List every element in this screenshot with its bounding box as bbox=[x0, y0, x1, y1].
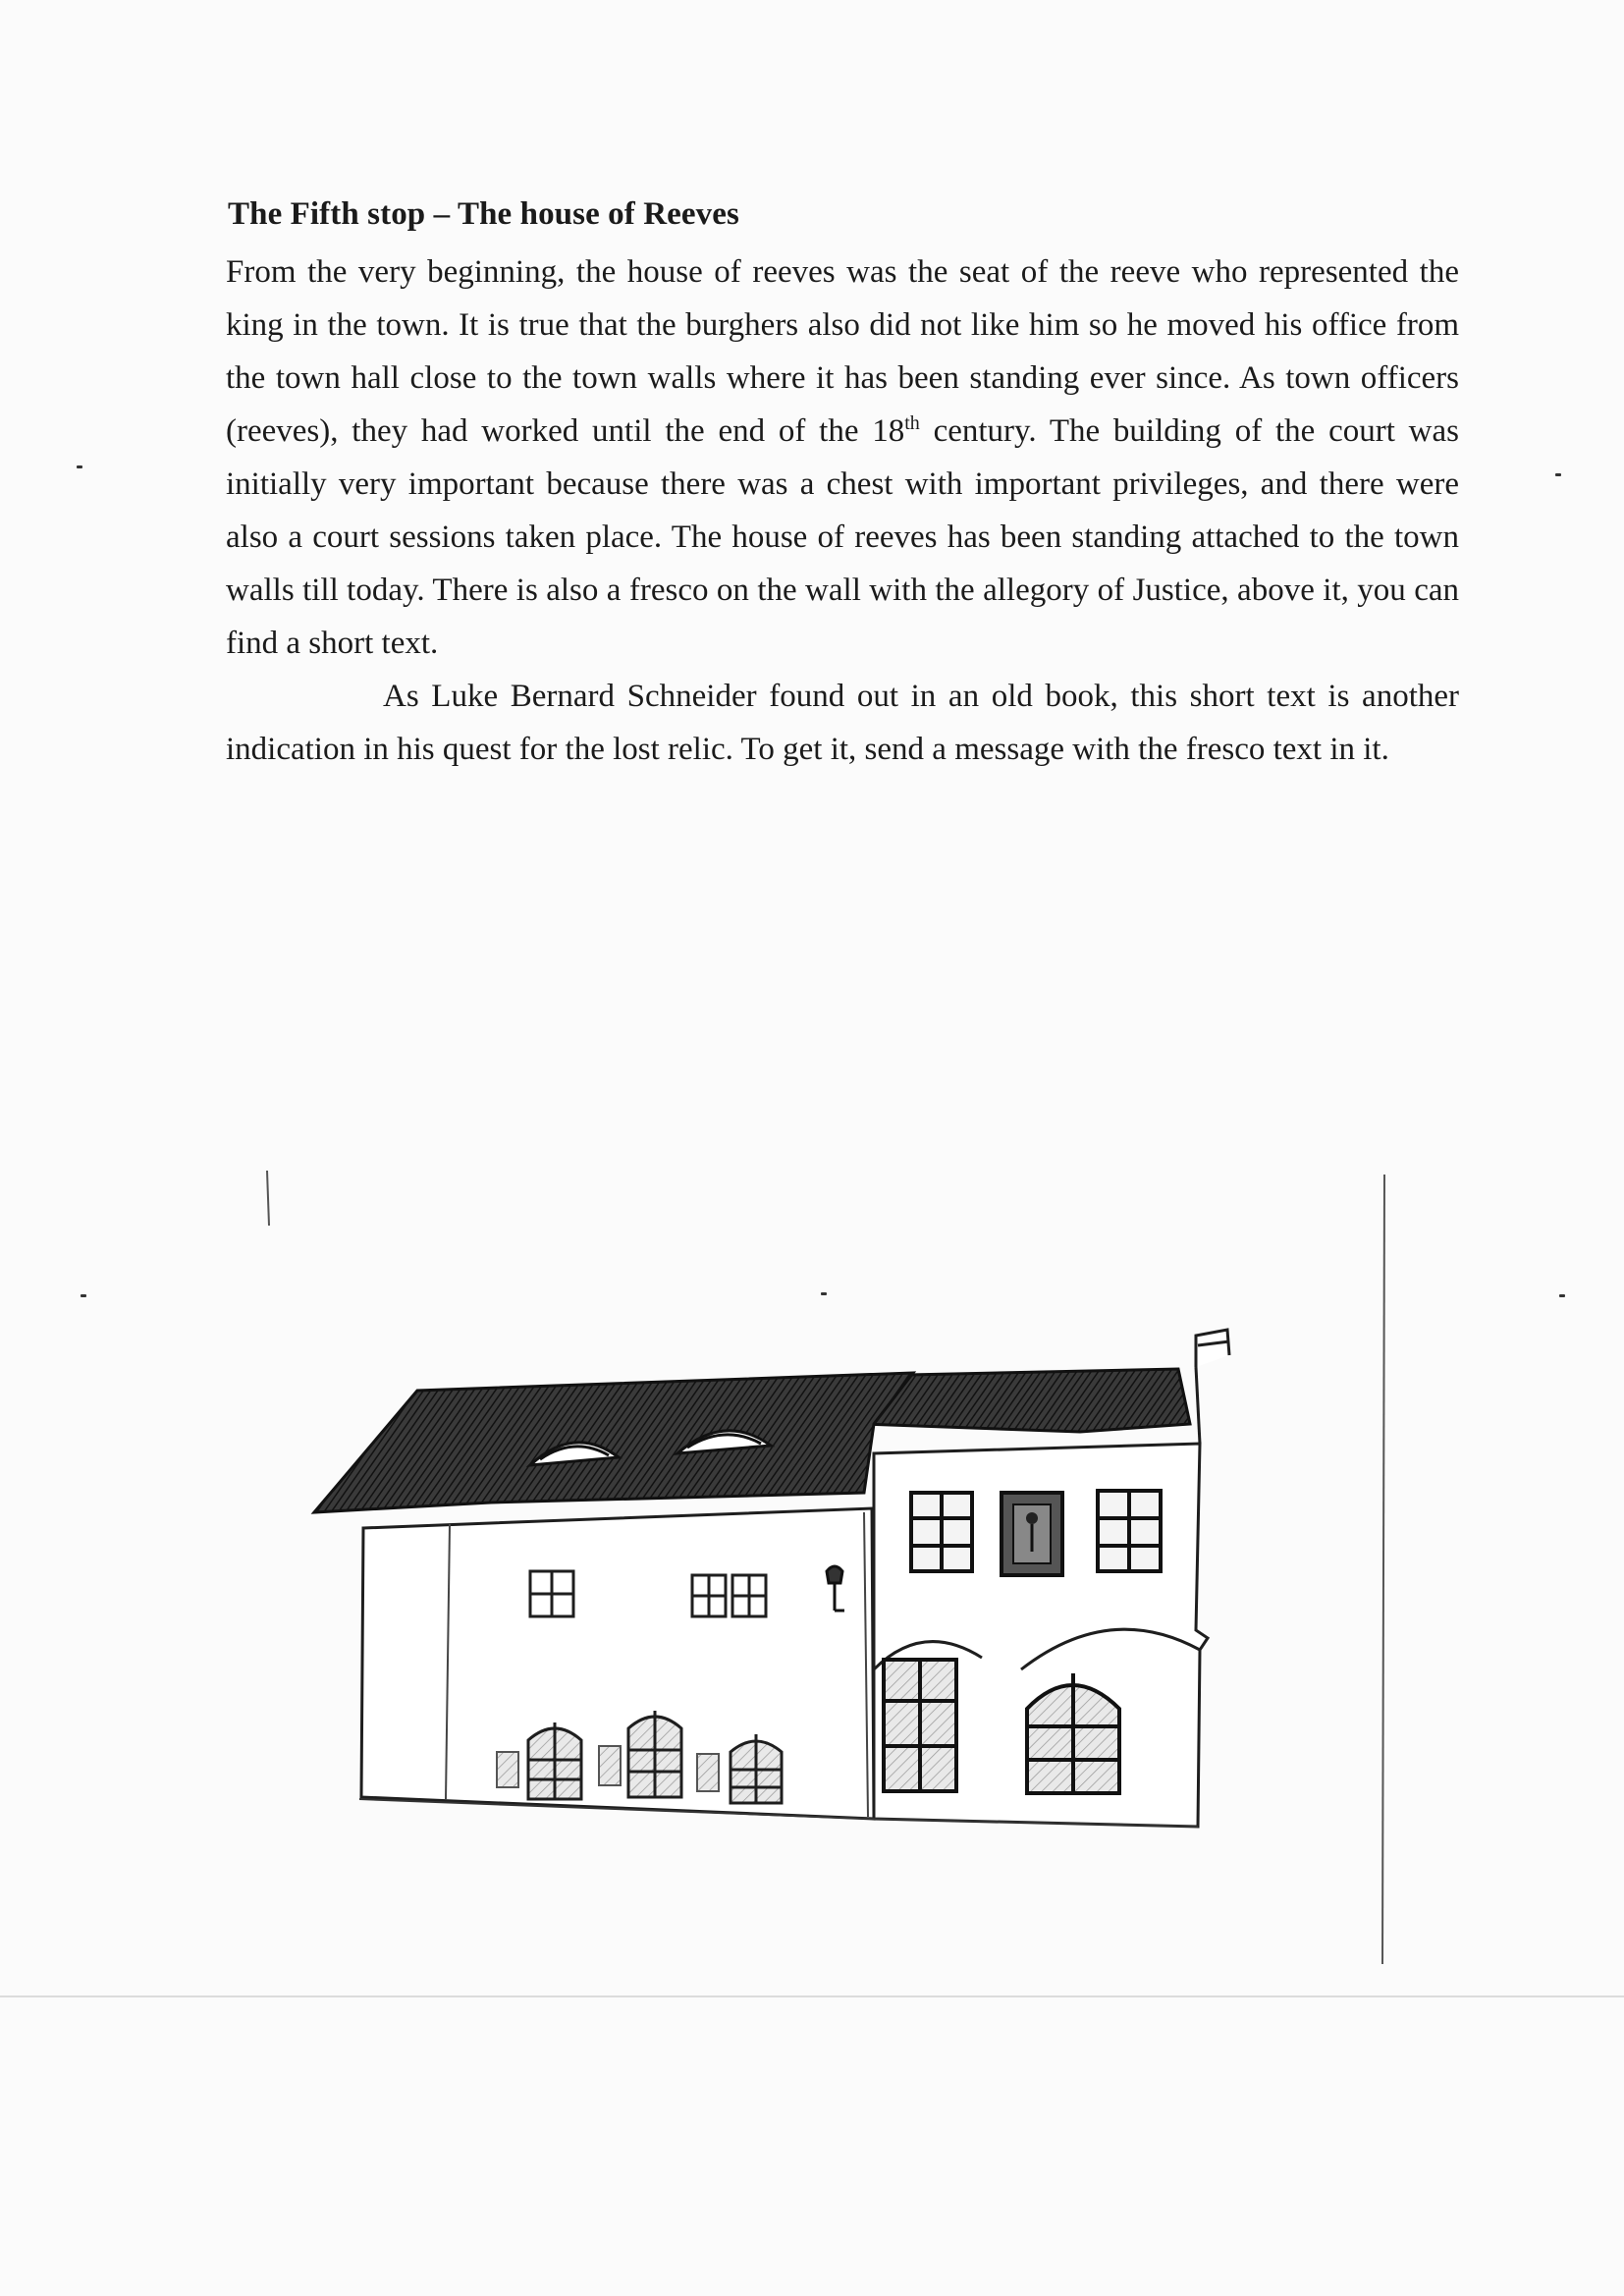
main-roof bbox=[314, 1373, 913, 1512]
window bbox=[911, 1493, 972, 1571]
body-text bbox=[226, 246, 1459, 776]
scan-mark bbox=[81, 1294, 86, 1297]
paragraph-history-part2: century. The building of the court was initially very important because there was a chest with important privileges, and there were also a court sessions taken place. The house of reeves has been standing attached to the town walls till today. There is also a fresco on the wall with the allegory of Justice, above it, you can find a short text. bbox=[226, 413, 1459, 661]
house-illustration bbox=[196, 1159, 1434, 1984]
tower-side bbox=[1196, 1367, 1200, 1444]
section-heading: The Fifth stop – The house of Reeves bbox=[228, 196, 739, 232]
arched-window bbox=[528, 1722, 581, 1799]
window bbox=[1098, 1491, 1161, 1571]
paragraph-quest: As Luke Bernard Schneider found out in an old book, this short text is another indication in his quest for the lost relic. To get it, send a message with the fresco text in it. bbox=[226, 679, 1459, 767]
scan-edge-line bbox=[0, 1995, 1624, 1997]
paragraph-history bbox=[226, 246, 1459, 670]
chimney bbox=[1196, 1330, 1229, 1367]
ordinal-suffix: th bbox=[904, 412, 920, 434]
door bbox=[884, 1660, 956, 1791]
window bbox=[530, 1571, 573, 1616]
window bbox=[732, 1575, 766, 1616]
tower-roof bbox=[864, 1369, 1190, 1432]
paragraph-history-part1: From the very beginning, the house of reeves was the seat of the reeve who represented the king in the town. It is true that the burghers also did not like him so he moved his office from the town hall close to the town walls where it has been standing ever since. As town officers (reeves), they had worked until the end of the 18 bbox=[226, 254, 1459, 449]
fresco-window bbox=[1001, 1493, 1062, 1575]
scan-mark bbox=[1555, 473, 1561, 476]
arched-window bbox=[628, 1711, 681, 1797]
scan-mark bbox=[1559, 1294, 1565, 1297]
scan-mark bbox=[77, 465, 82, 468]
window bbox=[692, 1575, 726, 1616]
